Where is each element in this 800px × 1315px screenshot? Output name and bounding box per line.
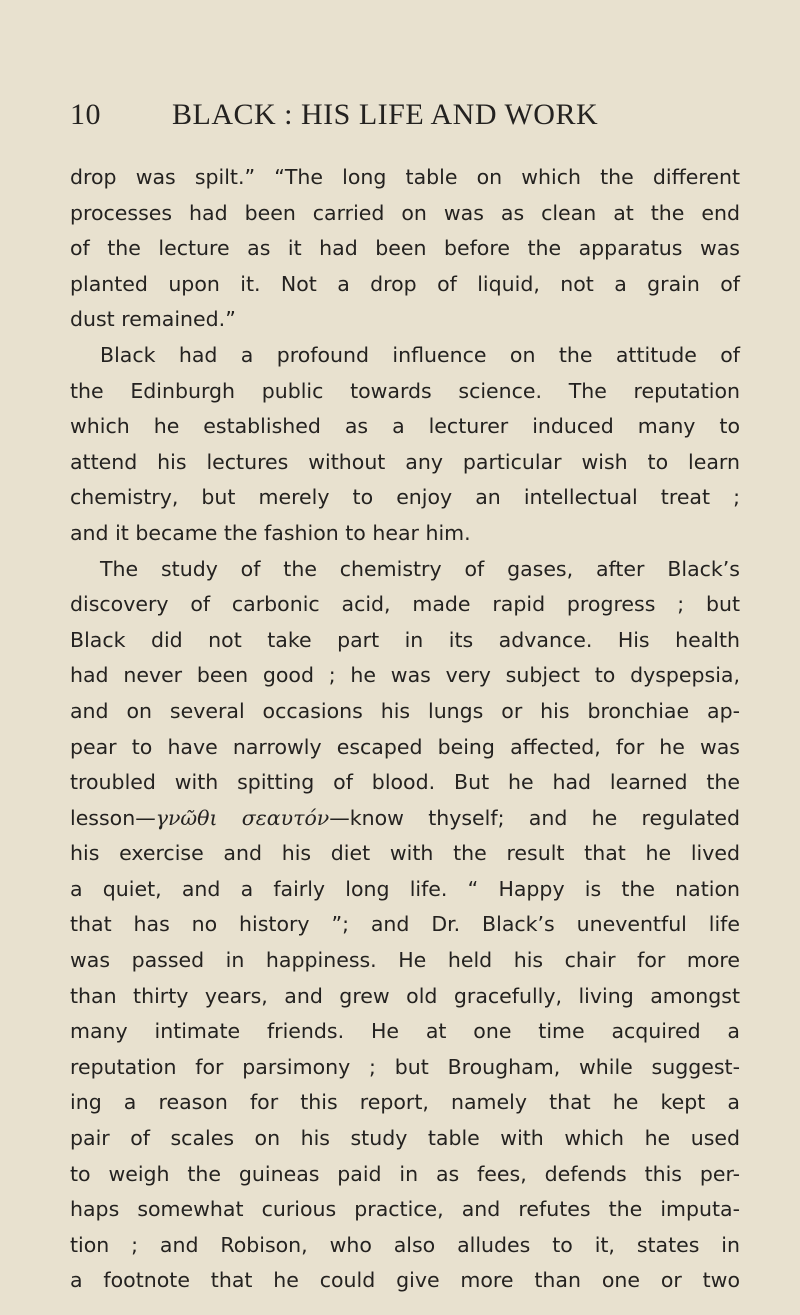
greek-phrase: γνῶθι σεαυτόν	[155, 805, 330, 830]
text-line: reputation for parsimony ; but Brougham, while suggest-	[70, 1054, 740, 1079]
text-line: troubled with spitting of blood. But he had learned the	[70, 770, 740, 795]
text-line: haps somewhat curious practice, and refutes the imputa-	[70, 1197, 740, 1222]
text-line: than thirty years, and grew old gracefully, living amongst	[70, 983, 740, 1008]
text-line: discovery of carbonic acid, made rapid progress ; but	[70, 592, 740, 617]
text-line: Black had a profound influence on the attitude of	[100, 342, 740, 367]
text-fragment: —know thyself; and he regulated	[329, 805, 741, 830]
text-line: that has no history ”; and Dr. Black’s uneventful life	[70, 912, 740, 937]
text-line: ing a reason for this report, namely that he kept a	[70, 1090, 740, 1115]
text-line: pair of scales on his study table with which he used	[70, 1126, 740, 1151]
text-line: tion ; and Robison, who also alludes to it, states in	[70, 1232, 740, 1257]
text-line-with-greek	[70, 801, 740, 837]
text-line: many intimate friends. He at one time acquired a	[70, 1019, 740, 1044]
text-line: a footnote that he could give more than one or two	[70, 1268, 740, 1293]
text-line: which he established as a lecturer induced many to	[70, 414, 740, 439]
text-line: planted upon it. Not a drop of liquid, not a grain of	[70, 271, 740, 296]
page-number: 10	[70, 98, 101, 131]
text-line: was passed in happiness. He held his chair for more	[70, 948, 740, 973]
page-header	[70, 98, 750, 138]
running-head: BLACK : HIS LIFE AND WORK	[172, 98, 599, 131]
text-line: Black did not take part in its advance. His health	[70, 627, 740, 652]
text-line: attend his lectures without any particular wish to learn	[70, 449, 740, 474]
text-line: processes had been carried on was as clean at the end	[70, 200, 740, 225]
body-text	[70, 160, 740, 1299]
text-line: to weigh the guineas paid in as fees, defends this per-	[70, 1161, 740, 1186]
text-line: and it became the fashion to hear him.	[70, 520, 471, 545]
text-fragment: lesson—	[70, 805, 156, 830]
text-line: of the lecture as it had been before the apparatus was	[70, 236, 740, 261]
text-line: the Edinburgh public towards science. The reputation	[70, 378, 740, 403]
text-line: dust remained.”	[70, 307, 236, 332]
text-line: pear to have narrowly escaped being affected, for he was	[70, 734, 740, 759]
text-line: and on several occasions his lungs or his bronchiae ap-	[70, 698, 740, 723]
text-line: his exercise and his diet with the result that he lived	[70, 841, 740, 866]
text-line: had never been good ; he was very subject to dyspepsia,	[70, 663, 740, 688]
text-line: drop was spilt.” “The long table on which the different	[70, 165, 740, 189]
text-line: The study of the chemistry of gases, after Black’s	[100, 556, 740, 581]
text-line: chemistry, but merely to enjoy an intellectual treat ;	[70, 485, 740, 510]
text-line: a quiet, and a fairly long life. “ Happy is the nation	[70, 876, 740, 901]
